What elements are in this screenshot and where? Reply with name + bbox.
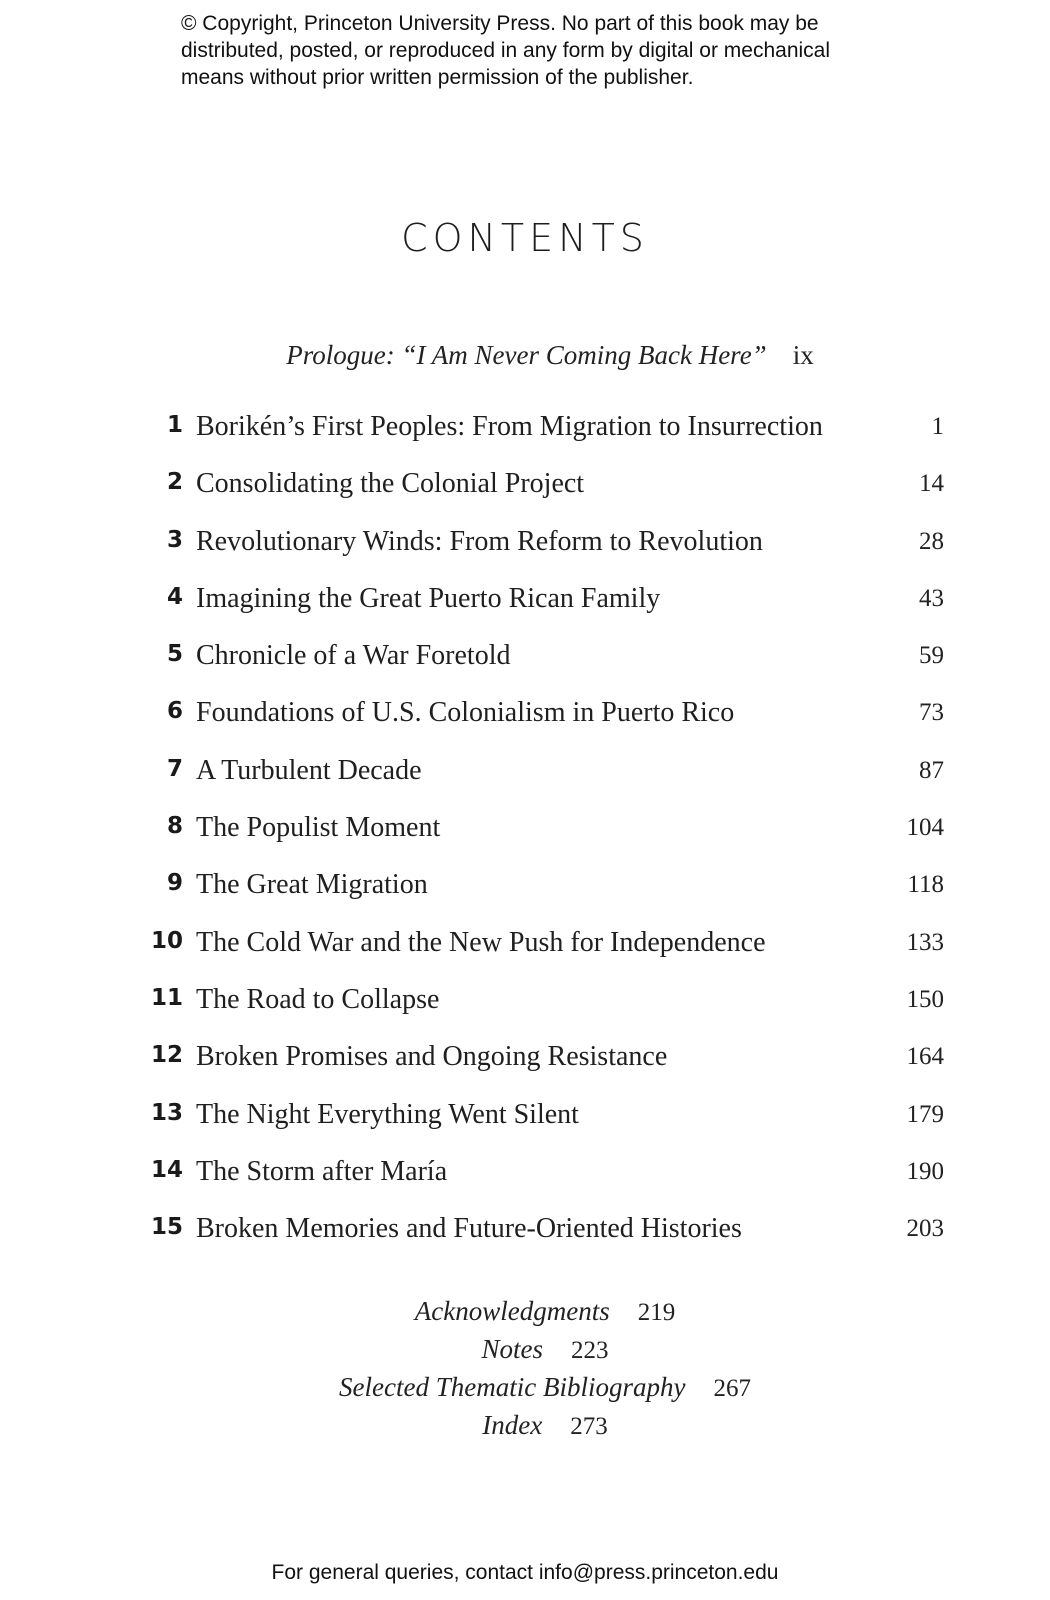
backmatter-entry (0, 1334, 1050, 1372)
chapter-page: 87 (919, 756, 944, 784)
chapter-number: 5 (166, 641, 183, 668)
chapter-title: Borikén’s First Peoples: From Migration to Insurrection (196, 411, 823, 442)
copyright-line: distributed, posted, or reproduced in any form by digital or mechanical (181, 39, 831, 62)
backmatter-entry (0, 1296, 1050, 1334)
chapter-title: Imagining the Great Puerto Rican Family (196, 582, 661, 614)
chapter-number: 4 (166, 583, 183, 610)
chapter-entry (0, 812, 1050, 869)
chapter-title: The Cold War and the New Push for Independence (196, 926, 766, 958)
chapter-entry (0, 640, 1050, 697)
backmatter-title: Selected Thematic Bibliography (339, 1372, 686, 1402)
chapter-page: 73 (919, 699, 944, 727)
chapter-title: The Night Everything Went Silent (196, 1098, 579, 1130)
chapter-number: 7 (166, 755, 183, 782)
prologue-title: Prologue: “I Am Never Coming Back Here” (286, 340, 767, 370)
chapter-number: 10 (150, 927, 183, 954)
chapter-entry (0, 1156, 1050, 1213)
backmatter-entry (0, 1372, 1050, 1410)
backmatter-page: 223 (571, 1337, 609, 1364)
chapter-number: 6 (166, 698, 183, 725)
chapter-entry (0, 869, 1050, 926)
chapter-page: 28 (919, 527, 944, 555)
chapter-title: Foundations of U.S. Colonialism in Puerto Rico (196, 697, 735, 729)
backmatter-list (0, 1296, 1050, 1448)
backmatter-page: 219 (637, 1299, 676, 1326)
chapter-entry (0, 468, 1050, 525)
chapter-number: 12 (150, 1042, 183, 1069)
chapter-page: 133 (906, 928, 944, 956)
copyright-line: means without prior written permission of the publisher. (181, 66, 694, 89)
page-title: CONTENTS (401, 216, 649, 260)
chapter-title: Revolutionary Winds: From Reform to Revolution (196, 525, 763, 557)
chapter-title: Broken Memories and Future-Oriented Histories (196, 1213, 742, 1245)
chapter-list (0, 411, 1050, 1270)
chapter-page: 104 (906, 814, 944, 842)
chapter-page: 150 (906, 985, 944, 1013)
chapter-page: 14 (919, 470, 944, 498)
chapter-entry (0, 755, 1050, 812)
chapter-title: The Populist Moment (196, 812, 441, 844)
chapter-entry (0, 411, 1050, 468)
chapter-number: 15 (150, 1214, 183, 1241)
chapter-title: The Storm after María (196, 1155, 448, 1187)
backmatter-title: Notes (481, 1334, 543, 1364)
backmatter-title: Acknowledgments (414, 1296, 610, 1326)
chapter-number: 8 (166, 813, 183, 840)
chapter-page: 118 (907, 871, 944, 899)
backmatter-entry (0, 1410, 1050, 1448)
chapter-page: 203 (906, 1215, 944, 1243)
chapter-entry (0, 1213, 1050, 1270)
chapter-page: 190 (906, 1157, 944, 1185)
chapter-page: 43 (919, 584, 944, 612)
chapter-number: 1 (166, 412, 183, 438)
copyright-notice (181, 10, 901, 91)
chapter-page: 1 (931, 413, 944, 440)
chapter-number: 14 (150, 1156, 183, 1183)
chapter-title: The Road to Collapse (196, 983, 440, 1015)
chapter-entry (0, 927, 1050, 984)
chapter-entry (0, 984, 1050, 1041)
chapter-number: 13 (150, 1099, 183, 1126)
backmatter-page: 267 (713, 1375, 751, 1402)
chapter-number: 2 (166, 469, 183, 496)
copyright-line: © Copyright, Princeton University Press. No part of this book may be (181, 12, 819, 35)
backmatter-page: 273 (570, 1413, 608, 1440)
chapter-page: 59 (919, 642, 944, 670)
chapter-page: 179 (906, 1100, 944, 1128)
chapter-title: The Great Migration (196, 869, 428, 901)
chapter-title: Chronicle of a War Foretold (196, 640, 511, 672)
chapter-entry (0, 583, 1050, 640)
chapter-page: 164 (906, 1043, 944, 1071)
chapter-number: 3 (166, 526, 183, 553)
prologue-page: ix (792, 340, 814, 370)
chapter-number: 11 (150, 984, 183, 1011)
chapter-title: A Turbulent Decade (196, 754, 422, 786)
chapter-entry (0, 1041, 1050, 1098)
backmatter-title: Index (482, 1410, 543, 1440)
chapter-entry (0, 526, 1050, 583)
chapter-title: Consolidating the Colonial Project (196, 468, 585, 500)
chapter-number: 9 (166, 870, 183, 897)
chapter-title: Broken Promises and Ongoing Resistance (196, 1041, 668, 1073)
footer-contact: For general queries, contact info@press.princeton.edu (271, 1561, 779, 1584)
chapter-entry (0, 1099, 1050, 1156)
chapter-entry (0, 697, 1050, 754)
toc-prologue (0, 340, 1050, 371)
